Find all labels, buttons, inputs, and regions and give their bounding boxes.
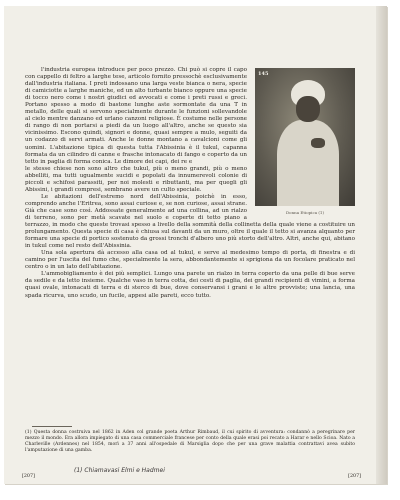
- paragraph-2: Le abitazioni dell'estremo nord dell'Abissinia, poichè in esso, comprendo anche l'Eritrea, sono assai curiose e, se non curiose, assai strane. Già che case sono così. Addossate generalmente ad una collina, ad un rialzo di terreno, sono per metà scavate nel suolo e coperte di tetto piano a terrazzo, in modo che queste trovasi spesso a livello della sommità della collinetta della quale viene a costituire un prolungamento. Questa specie di casa è chiusa sul davanti da un muro, oltre il quale il tetto si avanza alquanto per formare una specie di portico sostenuto da grossi tronchi d'albero uno più storto dell'altro. Altri, anche qui, abitano in tukul come nel resto dell'Abissinia.: [25, 193, 355, 250]
- figure: [255, 68, 355, 216]
- footnote: (1) Questa donna costruiva nel 1862 in Aden col grande poeta Arthur Rimbaud, il cui spirito di avventura: condannò a peregrinare per mezzo il mondo. Era allora impiegato di una casa commerciale francese per conto della quale erasi poi recato a Harar e nello Scioa. Nato a Charleville (Ardennes) nel 1854, morì a 37 anni all'ospedale di Marsiglia dopo che per una grave malattia contrattavi avea subito l'amputazione di una gamba.: [25, 430, 355, 453]
- page-number-left: [207]: [22, 474, 35, 479]
- photo-ethiopian-woman: [255, 68, 355, 206]
- handwritten-note: (1) Chiamavasi Elmi e Hadmei: [74, 467, 165, 474]
- paragraph-4: L'ammobigliamento è dei più semplici. Lungo una parete un rialzo in terra coperto da una pelle di bue serve da sedile e da letto insieme. Qualche vaso in terra cotta, dei cesti di paglia, dei grandi recipienti di vimini, a forma quasi ovale, intonacati di terra e di sterco di bue, dove conservansi i grani e le altre provviste; una lancia, una spada ricurva, uno scudo, un fucile, appesi alle pareti, ecco tutto.: [25, 271, 355, 299]
- figure-caption: Donna Etiopica (1): [285, 210, 325, 215]
- main-text: [25, 67, 355, 300]
- paragraph-1: le stesse chiese non sono altro che tukul, più o meno grandi, più o meno abbelliti, ma tutti ugualmente sucidi e popolati da innumerevoli colonie di piccoli e schifosi parassiti, per noi molesti e ributtanti, ma per quegli gli Abissini, i grandi compresi, sembrano avere un culto speciale.: [25, 165, 247, 193]
- figure-number: 145: [258, 71, 269, 77]
- photo-figure-face: [296, 96, 320, 122]
- page-number-right: [207]: [348, 474, 361, 479]
- page-spine-shadow: [376, 6, 387, 484]
- document-page: [4, 6, 387, 484]
- photo-figure-hand: [311, 138, 325, 148]
- paragraph-wrapped: l'industria europea introduce per poco prezzo. Chi può si copre il capo con cappello di feltro a larghe tese, articolo fornito pressochè esclusivamente dall'industria italiana. I preti indossano una larga veste bianca o nera, specie di camiciotte a larghe maniche, ed un alto turbante bianco oppure una specie di tocco nero come i nostri giudici ed avvocati e come i preti russi e greci. Portano spesso a modo di bastone lunghe aste sormontate da una T in metallo, delle quali si servono specialmente durante le funzioni sollevandole al cielo mentre danzano ed urlano canzoni religiose. È costume nelle persone di rango di non portarsi a piedi da un luogo all'altro, anche se questo sia vicinissimo. Escono quindi, signori e donne, quasi sempre a mulo, seguiti da un codazzo di servi armati. Anche le donne montano a cavalcioni come gli uomini. L'abitazione tipica di questa tutta l'Abissinia è il tukul, capanna formata da un cilindro di canne e frasche intonacato di fango e coperto da un tetto in paglia di forma conica. Le dimore dei capi, dei re e: [25, 67, 247, 165]
- paragraph-3: Una sola apertura dà accesso alla casa od al tukul, e serve al medesimo tempo di porta, di finestra e di camino per l'uscita del fumo che, specialmente la sera, abbondantemente si sprigiona da un focolare praticato nel centro o in un lato dell'abitazione.: [25, 250, 355, 271]
- footnote-divider: [32, 426, 72, 427]
- photo-figure-body: [277, 120, 339, 206]
